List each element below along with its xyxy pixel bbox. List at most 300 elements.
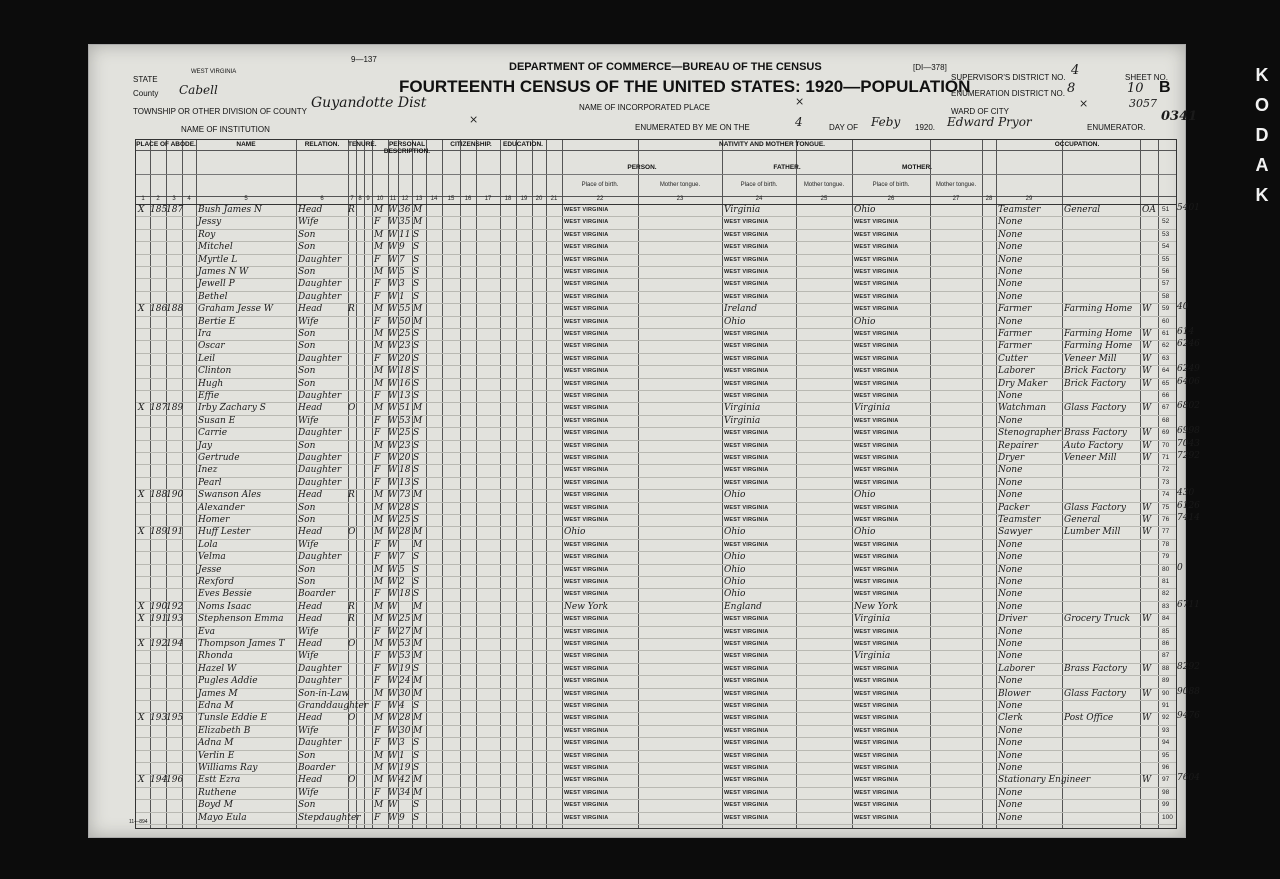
state-value: WEST VIRGINIA (191, 69, 237, 75)
house-number (150, 229, 166, 241)
family-number (166, 340, 182, 352)
age: 27 (399, 626, 411, 637)
occupation: None (998, 812, 1023, 823)
race: W (388, 552, 398, 563)
industry: Brick Factory (1064, 378, 1126, 389)
class-of-worker: OA (1142, 205, 1156, 215)
table-row (136, 477, 1176, 490)
row-mark: X (138, 527, 145, 538)
mother-birthplace: WEST VIRGINIA (854, 293, 899, 300)
class-of-worker (1142, 787, 1158, 799)
row-mark (138, 564, 150, 576)
kodak-letter: K (1255, 65, 1269, 85)
table-row (136, 316, 1176, 329)
marital-status: S (413, 267, 420, 277)
family-number: 187 (166, 205, 184, 215)
class-of-worker: W (1142, 304, 1152, 315)
industry (1064, 254, 1140, 266)
sex: M (374, 688, 384, 699)
tenure (348, 688, 356, 700)
age: 13 (399, 477, 411, 488)
marital-status: S (413, 440, 420, 451)
family-number (166, 415, 182, 427)
race: W (388, 415, 398, 426)
family-number (166, 663, 182, 675)
row-mark: X (138, 713, 145, 724)
relation: Wife (298, 787, 319, 798)
sex: M (374, 304, 384, 315)
race: W (388, 477, 398, 488)
marital-status: M (413, 713, 423, 724)
race: W (388, 453, 398, 463)
family-number (166, 254, 182, 266)
occupation: None (998, 701, 1023, 711)
race: W (388, 229, 398, 240)
sex: M (374, 564, 384, 575)
person-birthplace: WEST VIRGINIA (564, 405, 609, 412)
relation: Daughter (298, 552, 342, 563)
father-birthplace: WEST VIRGINIA (724, 802, 769, 809)
marital-status: S (413, 738, 420, 749)
person-birthplace: WEST VIRGINIA (564, 802, 609, 809)
relation: Daughter (298, 676, 342, 687)
row-mark (138, 254, 150, 266)
age: 7 (399, 254, 405, 265)
margin-number: 614 (1177, 327, 1195, 337)
occupation: Teamster (998, 515, 1041, 525)
line-number: 68 (1162, 416, 1170, 424)
tenure: O (348, 713, 356, 724)
age: 7 (399, 552, 405, 563)
margin-number: 430 (1177, 488, 1195, 499)
line-number: 88 (1162, 664, 1170, 672)
row-mark (138, 440, 150, 452)
margin-number-top: 3057 (1129, 97, 1157, 110)
relation: Head (298, 639, 323, 649)
house-number (150, 353, 166, 365)
industry (1064, 787, 1140, 799)
place-of-abode-head: PLACE OF ABODE. (136, 141, 196, 148)
line-number: 70 (1162, 441, 1170, 449)
person-birthplace: WEST VIRGINIA (564, 591, 609, 598)
row-mark (138, 700, 150, 712)
race: W (388, 601, 398, 612)
class-of-worker: W (1142, 713, 1152, 724)
father-birthplace: WEST VIRGINIA (724, 517, 769, 523)
line-number: 96 (1162, 764, 1170, 771)
table-row (136, 402, 1176, 415)
row-mark (138, 514, 150, 526)
line-number: 92 (1162, 714, 1170, 722)
tenure: R (348, 614, 355, 625)
family-number: 196 (166, 775, 184, 786)
occupation: Farmer (998, 329, 1032, 339)
race: W (388, 217, 398, 228)
mother-birthplace: WEST VIRGINIA (854, 256, 899, 263)
tenure (348, 737, 356, 749)
line-number: 97 (1162, 776, 1170, 784)
mother-birthplace: WEST VIRGINIA (854, 541, 899, 548)
age (399, 799, 412, 811)
institution-label: NAME OF INSTITUTION (181, 125, 270, 134)
marital-status: S (413, 366, 420, 377)
table-row (136, 440, 1176, 453)
row-mark (138, 551, 150, 563)
family-number (166, 588, 182, 600)
line-number: 76 (1162, 516, 1170, 523)
person-name: James N W (198, 267, 249, 277)
person-name: Myrtle L (198, 254, 238, 265)
house-number: 185 (150, 205, 168, 215)
occupation: None (998, 738, 1023, 749)
sex: M (374, 205, 384, 215)
family-number (166, 328, 182, 340)
class-of-worker (1142, 390, 1158, 402)
tenure: O (348, 639, 356, 649)
family-number (166, 502, 182, 514)
relation: Wife (298, 217, 319, 228)
house-number (150, 576, 166, 588)
person-birthplace: WEST VIRGINIA (564, 467, 609, 474)
marital-status: S (413, 279, 420, 290)
race: W (388, 465, 398, 476)
row-mark (138, 365, 150, 377)
occupation: Clerk (998, 713, 1023, 724)
sex: F (374, 738, 381, 749)
age: 19 (399, 763, 411, 773)
county-label: County (133, 89, 159, 98)
line-number: 89 (1162, 677, 1170, 685)
race: W (388, 738, 398, 749)
marital-status: S (413, 750, 420, 761)
line-number: 98 (1162, 788, 1170, 796)
row-mark: X (138, 205, 145, 215)
relation: Head (298, 527, 323, 538)
race: W (388, 391, 398, 401)
house-number (150, 787, 166, 799)
margin-number: 6802 (1177, 401, 1200, 412)
kodak-letter: K (1255, 185, 1269, 205)
marital-status: S (413, 291, 420, 302)
line-number: 75 (1162, 503, 1170, 511)
father-birthplace: WEST VIRGINIA (724, 430, 769, 437)
family-number: 188 (166, 304, 184, 315)
row-mark (138, 427, 150, 439)
row-mark (138, 576, 150, 588)
race: W (388, 713, 398, 724)
relation: Son (298, 341, 316, 352)
row-mark: X (138, 403, 145, 414)
house-number (150, 551, 166, 563)
class-of-worker (1142, 539, 1158, 551)
age: 20 (399, 453, 411, 463)
family-number (166, 812, 182, 824)
person-birthplace: WEST VIRGINIA (564, 740, 609, 747)
mother-birthplace: Ohio (854, 205, 876, 215)
sex: M (374, 378, 384, 389)
house-number (150, 316, 166, 328)
sex: M (374, 713, 384, 724)
person-name: Eva (198, 626, 216, 637)
line-number: 83 (1162, 602, 1170, 610)
relation: Son (298, 515, 316, 525)
class-of-worker: W (1142, 366, 1152, 377)
marital-status: M (413, 403, 423, 414)
person-birthplace: WEST VIRGINIA (564, 455, 609, 461)
class-of-worker: W (1142, 341, 1152, 352)
line-number: 65 (1162, 379, 1170, 387)
table-row (136, 365, 1176, 378)
sheet-letter: B (1159, 79, 1171, 96)
person-name: Carrie (198, 428, 228, 439)
family-number (166, 353, 182, 365)
person-birthplace: WEST VIRGINIA (564, 628, 609, 635)
column-number: 10 (376, 196, 384, 202)
relation: Daughter (298, 453, 342, 463)
family-number (166, 464, 182, 476)
relation: Daughter (298, 291, 342, 302)
house-number: 189 (150, 527, 168, 538)
margin-number: 6246 (1177, 339, 1200, 350)
marital-status: S (413, 465, 420, 476)
father-birthplace: WEST VIRGINIA (724, 616, 769, 623)
person-birthplace: WEST VIRGINIA (564, 690, 609, 697)
sex: M (374, 329, 384, 339)
father-birthplace: WEST VIRGINIA (724, 281, 769, 288)
father-birthplace: Ohio (724, 527, 746, 538)
row-mark (138, 340, 150, 352)
person-birthplace: WEST VIRGINIA (564, 777, 609, 784)
margin-number: 9088 (1177, 686, 1200, 697)
industry (1064, 725, 1140, 737)
occupation: Cutter (998, 353, 1028, 364)
father-birthplace: WEST VIRGINIA (724, 641, 769, 647)
column-number: 25 (820, 196, 828, 202)
occupation: Sawyer (998, 527, 1032, 538)
person-birthplace: WEST VIRGINIA (564, 541, 609, 548)
race: W (388, 626, 398, 637)
line-number: 84 (1162, 615, 1170, 623)
mother-birthplace: WEST VIRGINIA (854, 380, 899, 387)
class-of-worker: W (1142, 614, 1152, 625)
race: W (388, 787, 398, 798)
industry (1064, 564, 1140, 576)
industry (1064, 415, 1140, 427)
township-value: Guyandotte Dist (311, 95, 427, 111)
house-number (150, 750, 166, 762)
family-number: 193 (166, 614, 184, 625)
column-number: 23 (676, 196, 684, 202)
age: 1 (399, 291, 405, 302)
industry: General (1064, 515, 1101, 525)
margin-number: 6711 (1177, 599, 1200, 610)
person-birthplace: WEST VIRGINIA (564, 269, 609, 275)
class-of-worker: W (1142, 453, 1152, 463)
row-mark (138, 316, 150, 328)
occupation: Watchman (998, 403, 1046, 414)
occupation: None (998, 589, 1023, 600)
industry (1064, 576, 1140, 588)
column-number: 2 (156, 196, 160, 202)
column-number: 12 (401, 196, 409, 202)
sex: F (374, 415, 381, 426)
house-number (150, 216, 166, 228)
tenure (348, 254, 356, 266)
industry (1064, 799, 1140, 811)
sex: F (374, 217, 381, 228)
industry (1064, 316, 1140, 328)
line-number: 56 (1162, 268, 1170, 275)
age: 2 (399, 577, 405, 587)
table-row (136, 291, 1176, 304)
sex: F (374, 787, 381, 798)
page-title: FOURTEENTH CENSUS OF THE UNITED STATES: 1920—POPULATION (399, 77, 971, 96)
di-number: [DI—378] (913, 63, 947, 72)
sheet-value: 10 (1127, 81, 1144, 96)
mother-birthplace: WEST VIRGINIA (854, 765, 899, 771)
marital-status: M (413, 775, 423, 786)
house-number (150, 737, 166, 749)
industry (1064, 601, 1140, 613)
person-birthplace: WEST VIRGINIA (564, 814, 609, 821)
race: W (388, 341, 398, 352)
occupation: None (998, 465, 1023, 476)
race: W (388, 316, 398, 327)
family-number (166, 650, 182, 662)
class-of-worker: W (1142, 515, 1152, 525)
tenure (348, 440, 356, 452)
mother-birthplace: WEST VIRGINIA (854, 641, 899, 647)
person-name: Estt Ezra (198, 775, 241, 786)
family-number (166, 477, 182, 489)
person-name: Pearl (198, 477, 222, 488)
row-mark (138, 737, 150, 749)
class-of-worker: W (1142, 527, 1152, 538)
row-mark (138, 353, 150, 365)
marital-status: M (413, 304, 423, 315)
state-label: STATE (133, 75, 158, 84)
race: W (388, 254, 398, 265)
person-birthplace: WEST VIRGINIA (564, 219, 609, 226)
family-number (166, 725, 182, 737)
column-number: 22 (596, 196, 604, 202)
marital-status: S (413, 663, 420, 674)
sex: F (374, 254, 381, 265)
father-birthplace: Virginia (724, 205, 761, 215)
tenure (348, 266, 356, 278)
kodak-edge-print (1250, 60, 1274, 210)
line-number: 54 (1162, 243, 1170, 251)
person-birthplace: WEST VIRGINIA (564, 566, 609, 573)
father-tongue-head: Mother tongue. (803, 182, 845, 188)
race: W (388, 589, 398, 600)
race: W (388, 353, 398, 364)
tenure (348, 216, 356, 228)
father-birthplace: WEST VIRGINIA (724, 244, 769, 251)
ward-label: WARD OF CITY (951, 107, 1009, 116)
margin-number: 6249 (1177, 364, 1200, 375)
sex: F (374, 279, 381, 290)
sex: F (374, 428, 381, 439)
table-row (136, 712, 1176, 725)
age: 25 (399, 515, 411, 525)
occupation: None (998, 316, 1023, 327)
relation: Head (298, 601, 323, 612)
person-name: Ira (198, 329, 212, 339)
tenure: O (348, 403, 356, 414)
mother-birthplace: Ohio (854, 527, 876, 538)
family-number: 194 (166, 639, 184, 649)
line-number: 53 (1162, 230, 1170, 238)
sex: M (374, 403, 384, 414)
person-name: Bethel (198, 291, 228, 302)
person-name: Adna M (198, 738, 234, 749)
person-name: Swanson Ales (198, 490, 262, 501)
kodak-letter: A (1255, 155, 1269, 175)
race: W (388, 663, 398, 674)
age: 28 (399, 502, 411, 513)
relation: Daughter (298, 279, 342, 290)
race: W (388, 725, 398, 736)
race: W (388, 775, 398, 786)
father-birthplace: WEST VIRGINIA (724, 467, 769, 474)
class-of-worker (1142, 799, 1158, 811)
industry (1064, 216, 1140, 228)
person-birthplace: WEST VIRGINIA (564, 343, 609, 350)
column-number: 7 (350, 196, 354, 202)
industry: Brick Factory (1064, 366, 1126, 377)
occupation: Driver (998, 614, 1028, 625)
occupation: Dry Maker (998, 378, 1048, 389)
person-birthplace: WEST VIRGINIA (564, 331, 609, 337)
father-birthplace: Ireland (724, 304, 757, 315)
relation: Son (298, 577, 316, 587)
relation: Son (298, 564, 316, 575)
class-of-worker: W (1142, 353, 1152, 364)
father-birthplace: Ohio (724, 316, 746, 327)
occupation: Farmer (998, 304, 1032, 315)
person-name: Bush James N (198, 205, 262, 215)
occupation: Packer (998, 502, 1030, 513)
occupation: None (998, 676, 1023, 687)
marital-status: M (413, 601, 423, 612)
person-name: Rexford (198, 577, 234, 587)
father-birthplace: WEST VIRGINIA (724, 256, 769, 263)
industry (1064, 626, 1140, 638)
father-birthplace: WEST VIRGINIA (724, 380, 769, 387)
house-number (150, 812, 166, 824)
industry (1064, 477, 1140, 489)
family-number (166, 229, 182, 241)
mother-birthplace: WEST VIRGINIA (854, 678, 899, 685)
class-of-worker: W (1142, 663, 1152, 674)
row-mark: X (138, 639, 145, 649)
house-number (150, 328, 166, 340)
margin-number: 7604 (1177, 773, 1200, 784)
family-number: 192 (166, 601, 184, 612)
marital-status: M (413, 626, 423, 637)
age: 25 (399, 428, 411, 439)
industry: Lumber Mill (1064, 527, 1121, 538)
column-number-strip (136, 196, 1176, 204)
line-number: 71 (1162, 454, 1170, 461)
mother-birthplace: WEST VIRGINIA (854, 244, 899, 251)
person-name: Williams Ray (198, 763, 258, 773)
row-mark (138, 799, 150, 811)
table-row (136, 799, 1176, 812)
house-number (150, 415, 166, 427)
sex: M (374, 601, 384, 612)
